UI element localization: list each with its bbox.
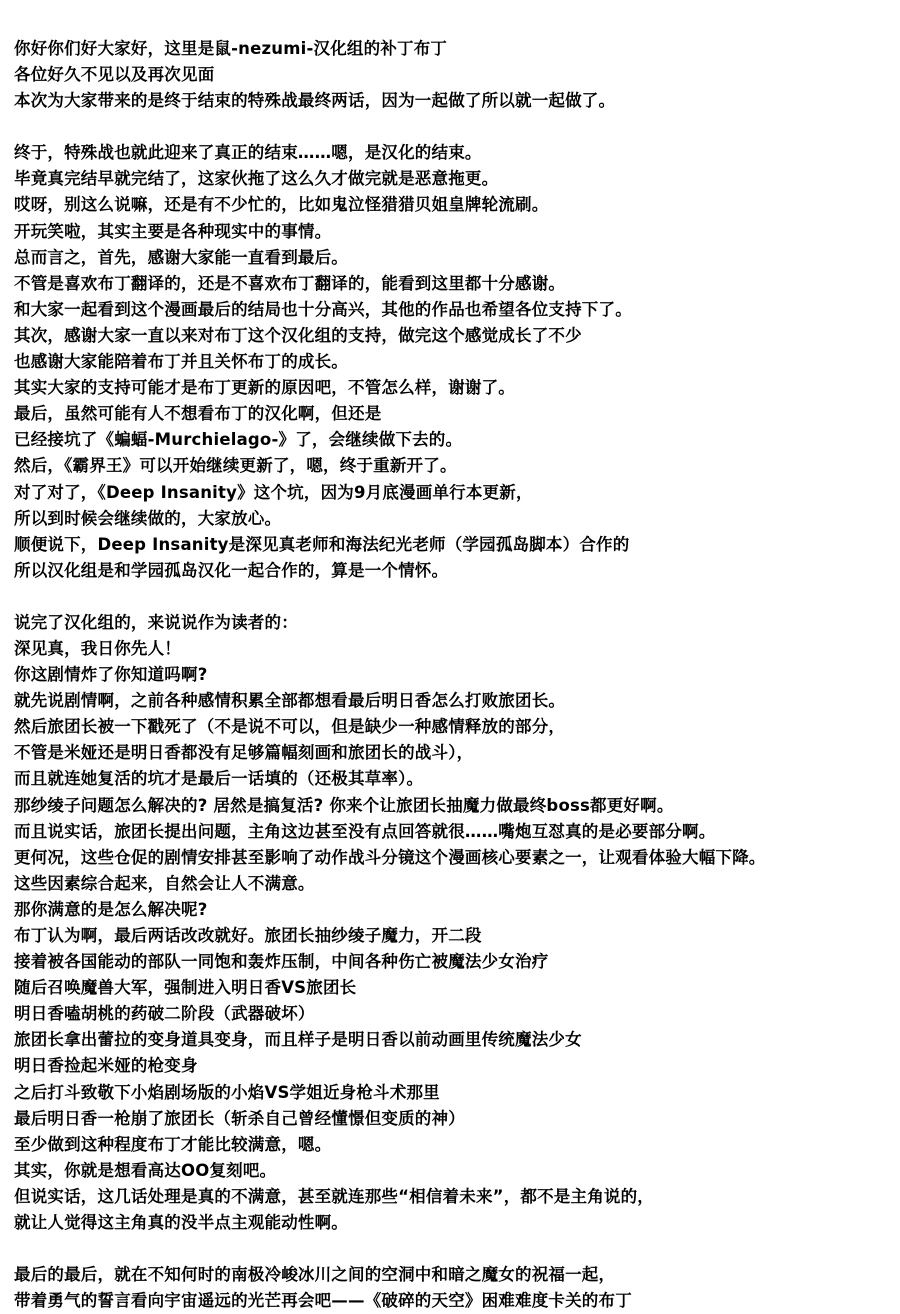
text-line: 深见真，我日你先人！ [14, 638, 181, 658]
paragraph-closing [14, 1262, 882, 1314]
text-line: 至少做到这种程度布丁才能比较满意，嗯。 [14, 1134, 332, 1154]
text-line: 随后召唤魔兽大军，强制进入明日香VS旅团长 [14, 978, 357, 998]
paragraph-spacer [14, 114, 882, 140]
text-line: 所以汉化组是和学园孤岛汉化一起合作的，算是一个情怀。 [14, 560, 449, 580]
text-line: 总而言之，首先，感谢大家能一直看到最后。 [14, 247, 348, 267]
text-line: 最后，虽然可能有人不想看布丁的汉化啊，但还是 [14, 404, 382, 424]
text-line: 之后打斗致敬下小焰剧场版的小焰VS学姐近身枪斗术那里 [14, 1082, 440, 1102]
text-line: 最后明日香一枪崩了旅团长（斩杀自己曾经懂憬但变质的神） [14, 1108, 465, 1128]
text-line: 本次为大家带来的是终于结束的特殊战最终两话，因为一起做了所以就一起做了。 [14, 91, 616, 111]
text-line: 更何况，这些仓促的剧情安排甚至影响了动作战斗分镜这个漫画核心要素之一，让观看体验大幅下降。 [14, 847, 766, 867]
text-line: 各位好久不见以及再次见面 [14, 65, 215, 85]
text-line: 明日香嗑胡桃的药破二阶段（武器破坏） [14, 1004, 315, 1024]
text-line: 你好你们好大家好，这里是鼠-nezumi-汉化组的补丁布丁 [14, 39, 448, 58]
paragraph-team-notes [14, 140, 882, 584]
text-line: 已经接坑了《蝙蝠-Murchielago-》了，会继续做下去的。 [14, 430, 463, 450]
text-line: 和大家一起看到这个漫画最后的结局也十分高兴，其他的作品也希望各位支持下了。 [14, 299, 632, 319]
text-line: 顺便说下，Deep Insanity是深见真老师和海法纪光老师（学园孤岛脚本）合作的 [14, 534, 630, 554]
text-line: 不管是米娅还是明日香都没有足够篇幅刻画和旅团长的战斗）， [14, 743, 474, 763]
text-line: 而且说实话，旅团长提出问题，主角这边甚至没有点回答就很……嘴炮互怼真的是必要部分啊。 [14, 821, 716, 841]
text-line: 对了对了，《Deep Insanity》这个坑，因为9月底漫画单行本更新， [14, 482, 533, 502]
text-line: 不管是喜欢布丁翻译的，还是不喜欢布丁翻译的，能看到这里都十分感谢。 [14, 273, 566, 293]
text-line: 然后，《霸界王》可以开始继续更新了，嗯，终于重新开了。 [14, 456, 457, 476]
text-line: 这些因素综合起来，自然会让人不满意。 [14, 873, 315, 893]
text-line: 其实大家的支持可能才是布丁更新的原因吧，不管怎么样，谢谢了。 [14, 378, 515, 398]
text-line: 毕竟真完结早就完结了，这家伙拖了这么久才做完就是恶意拖更。 [14, 169, 499, 189]
text-line: 那纱绫子问题怎么解决的? 居然是搞复活? 你来个让旅团长抽魔力做最终boss都更好啊。 [14, 795, 674, 815]
paragraph-spacer [14, 584, 882, 610]
text-line: 也感谢大家能陪着布丁并且关怀布丁的成长。 [14, 352, 348, 372]
text-line: 但说实话，这几话处理是真的不满意，甚至就连那些“相信着未来”，都不是主角说的， [14, 1186, 654, 1206]
text-line: 接着被各国能动的部队一同饱和轰炸压制，中间各种伤亡被魔法少女治疗 [14, 952, 549, 972]
text-line: 其实，你就是想看高达OO复刻吧。 [14, 1160, 277, 1180]
text-line: 哎呀，别这么说嘛，还是有不少忙的，比如鬼泣怪猎猎贝姐皇牌轮流刷。 [14, 195, 549, 215]
text-line: 开玩笑啦，其实主要是各种现实中的事情。 [14, 221, 332, 241]
paragraph-intro [14, 36, 882, 114]
text-line: 就先说剧情啊，之前各种感情积累全部都想看最后明日香怎么打败旅团长。 [14, 691, 566, 711]
text-line: 而且就连她复活的坑才是最后一话填的（还极其草率）。 [14, 769, 424, 789]
text-line: 终于，特殊战也就此迎来了真正的结束……嗯，是汉化的结束。 [14, 143, 482, 163]
text-line: 就让人觉得这主角真的没半点主观能动性啊。 [14, 1213, 348, 1233]
text-line: 你这剧情炸了你知道吗啊? [14, 665, 208, 685]
text-line: 所以到时候会继续做的，大家放心。 [14, 508, 282, 528]
text-line: 明日香捡起米娅的枪变身 [14, 1056, 198, 1076]
text-line: 带着勇气的誓言看向宇宙遥远的光芒再会吧——《破碎的天空》困难难度卡关的布丁 [14, 1291, 632, 1311]
text-line: 旅团长拿出蕾拉的变身道具变身，而且样子是明日香以前动画里传统魔法少女 [14, 1030, 582, 1050]
text-line: 最后的最后，就在不知何时的南极冷峻冰川之间的空洞中和暗之魔女的祝福一起， [14, 1265, 616, 1285]
paragraph-spacer [14, 1236, 882, 1262]
text-line: 那你满意的是怎么解决呢? [14, 899, 208, 919]
paragraph-reader-notes [14, 610, 882, 1236]
text-line: 说完了汉化组的，来说说作为读者的： [14, 612, 298, 632]
text-line: 然后旅团长被一下戳死了（不是说不可以，但是缺少一种感情释放的部分， [14, 717, 566, 737]
text-line: 布丁认为啊，最后两话改改就好。旅团长抽纱绫子魔力，开二段 [14, 926, 482, 945]
text-line: 其次，感谢大家一直以来对布丁这个汉化组的支持，做完这个感觉成长了不少 [14, 325, 582, 345]
